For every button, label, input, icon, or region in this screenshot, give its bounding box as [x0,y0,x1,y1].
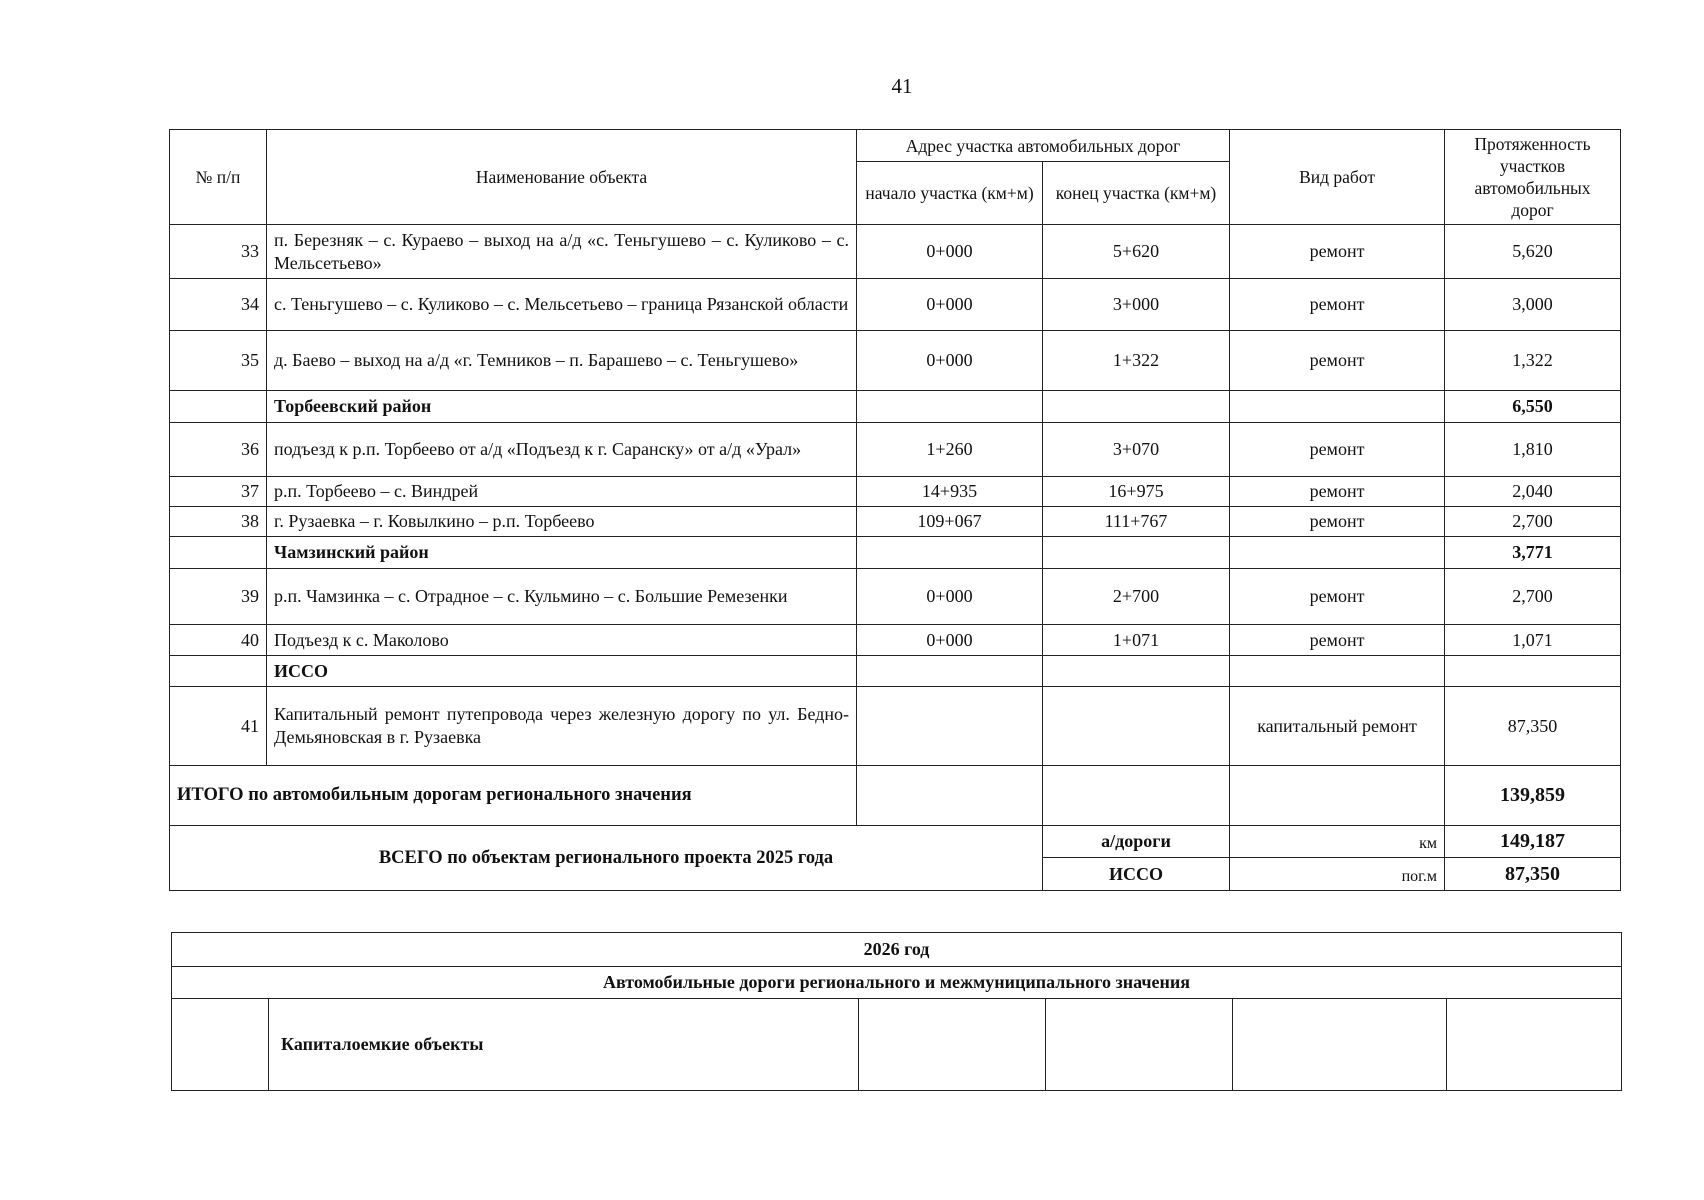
work-type: ремонт [1230,423,1445,477]
table-header-row [170,130,1621,162]
object-name: подъезд к р.п. Торбеево от а/д «Подъезд к г. Саранску» от а/д «Урал» [267,423,857,477]
length-value: 1,322 [1445,331,1621,391]
district-name: Чамзинский район [267,537,857,569]
table-row [170,423,1621,477]
start-km: 14+935 [857,477,1043,507]
start-km: 0+000 [857,331,1043,391]
length-value: 87,350 [1445,687,1621,766]
year-heading: 2026 год [172,933,1622,967]
table-row [170,507,1621,537]
object-name: р.п. Чамзинка – с. Отрадное – с. Кульмино – с. Большие Ремезенки [267,569,857,625]
row-num: 37 [170,477,267,507]
row-num: 40 [170,625,267,656]
end-km: 1+071 [1043,625,1230,656]
isso-label: ИССО [1043,858,1230,891]
district-row [170,391,1621,423]
subsection-heading: Капиталоемкие объекты [269,999,859,1091]
roads-value: 149,187 [1445,826,1621,858]
district-row [170,656,1621,687]
row-num: 38 [170,507,267,537]
table-row [170,477,1621,507]
length-value: 2,700 [1445,569,1621,625]
year-2026-table [171,932,1622,1091]
object-name: с. Теньгушево – с. Куликово – с. Мельсетьево – граница Рязанской области [267,279,857,331]
start-km: 109+067 [857,507,1043,537]
table-row [170,331,1621,391]
header-length: Протяженность участков автомобильных дорог [1445,130,1621,225]
work-type: ремонт [1230,625,1445,656]
header-start: начало участка (км+м) [857,162,1043,225]
header-num: № п/п [170,130,267,225]
table-row [170,687,1621,766]
length-value: 2,700 [1445,507,1621,537]
object-name: р.п. Торбеево – с. Виндрей [267,477,857,507]
roads-label: а/дороги [1043,826,1230,858]
total-label: ИТОГО по автомобильным дорогам регионального значения [170,766,857,826]
district-length: 3,771 [1445,537,1621,569]
end-km [1043,687,1230,766]
num-cell [170,537,267,569]
work-type: ремонт [1230,507,1445,537]
work-type: ремонт [1230,279,1445,331]
row-num: 34 [170,279,267,331]
length-value: 1,810 [1445,423,1621,477]
length-value: 1,071 [1445,625,1621,656]
row-num: 35 [170,331,267,391]
work-type: ремонт [1230,569,1445,625]
start-km: 0+000 [857,569,1043,625]
work-type: ремонт [1230,477,1445,507]
grand-total-row [170,826,1621,858]
end-km: 2+700 [1043,569,1230,625]
district-row [170,537,1621,569]
isso-value: 87,350 [1445,858,1621,891]
work-type: ремонт [1230,331,1445,391]
start-km [857,687,1043,766]
roads-table [169,129,1621,891]
header-end: конец участка (км+м) [1043,162,1230,225]
grand-total-label: ВСЕГО по объектам регионального проекта 2025 года [170,826,1043,891]
header-work: Вид работ [1230,130,1445,225]
end-km: 3+070 [1043,423,1230,477]
end-km: 3+000 [1043,279,1230,331]
total-value: 139,859 [1445,766,1621,826]
district-length [1445,656,1621,687]
end-km: 16+975 [1043,477,1230,507]
table-row [170,225,1621,279]
district-length: 6,550 [1445,391,1621,423]
table-row [172,999,1622,1091]
district-name: ИССО [267,656,857,687]
length-value: 3,000 [1445,279,1621,331]
table-row [170,625,1621,656]
table-row [170,569,1621,625]
length-value: 5,620 [1445,225,1621,279]
header-name: Наименование объекта [267,130,857,225]
end-km: 5+620 [1043,225,1230,279]
table-row [170,279,1621,331]
total-row [170,766,1621,826]
object-name: п. Березняк – с. Кураево – выход на а/д «с. Теньгушево – с. Куликово – с. Мельсетьево» [267,225,857,279]
district-name: Торбеевский район [267,391,857,423]
isso-unit: пог.м [1230,858,1445,891]
num-cell [170,656,267,687]
start-km: 0+000 [857,279,1043,331]
object-name: г. Рузаевка – г. Ковылкино – р.п. Торбеево [267,507,857,537]
work-type: капитальный ремонт [1230,687,1445,766]
end-km: 111+767 [1043,507,1230,537]
object-name: Подъезд к с. Маколово [267,625,857,656]
object-name: д. Баево – выход на а/д «г. Темников – п. Барашево – с. Теньгушево» [267,331,857,391]
header-address-group: Адрес участка автомобильных дорог [857,130,1230,162]
page-number: 41 [891,74,913,98]
row-num: 36 [170,423,267,477]
row-num: 39 [170,569,267,625]
length-value: 2,040 [1445,477,1621,507]
start-km: 0+000 [857,225,1043,279]
start-km: 1+260 [857,423,1043,477]
end-km: 1+322 [1043,331,1230,391]
section-heading: Автомобильные дороги регионального и межмуниципального значения [172,967,1622,999]
object-name: Капитальный ремонт путепровода через железную дорогу по ул. Бедно-Демьяновская в г. Рузаевка [267,687,857,766]
row-num: 41 [170,687,267,766]
work-type: ремонт [1230,225,1445,279]
row-num: 33 [170,225,267,279]
num-cell [172,999,269,1091]
num-cell [170,391,267,423]
roads-unit: км [1230,826,1445,858]
start-km: 0+000 [857,625,1043,656]
